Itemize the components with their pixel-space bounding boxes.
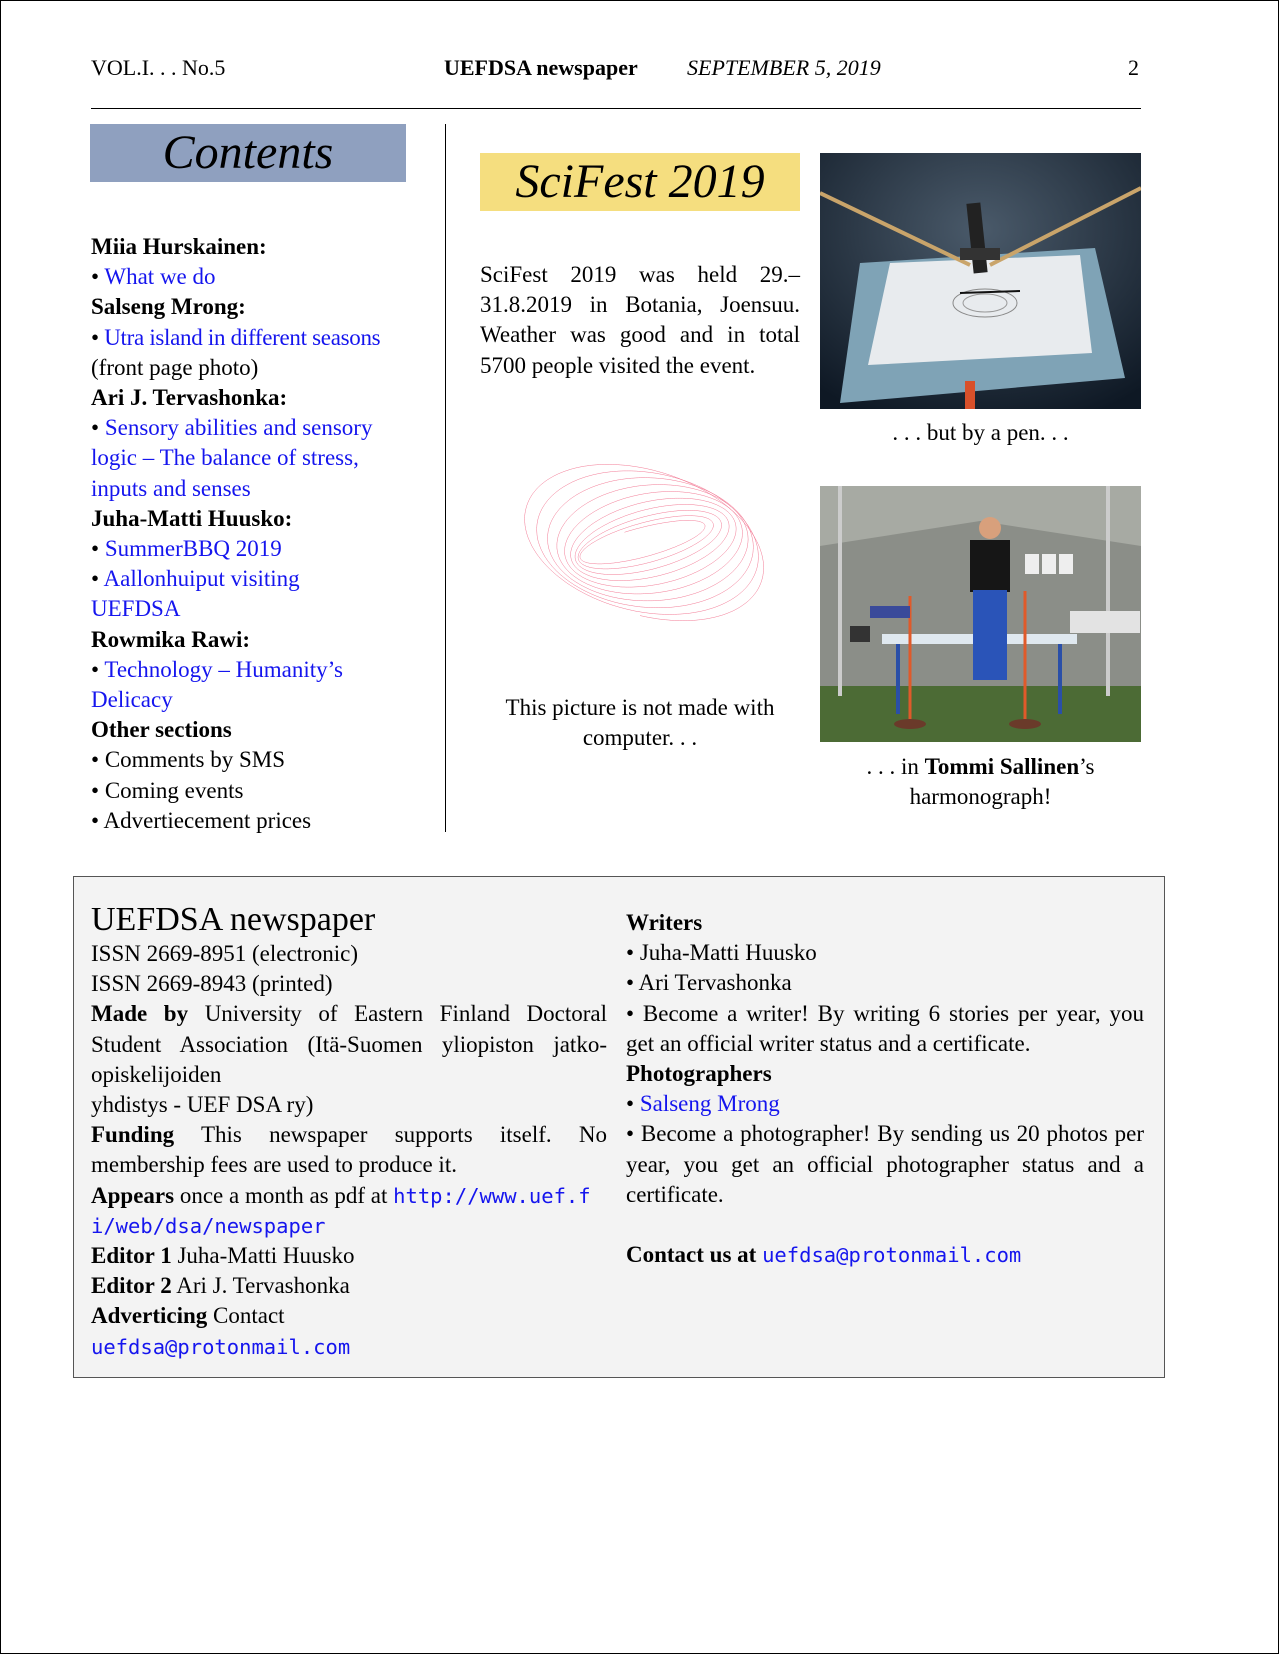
advertising-email-link[interactable]: uefdsa@protonmail.com (91, 1334, 351, 1359)
toc-author: Ari J. Tervashonka: (91, 385, 288, 411)
toc-item[interactable]: • SummerBBQ 2019 (91, 536, 282, 562)
photographers-title: Photographers (626, 1061, 772, 1087)
toc-author: Salseng Mrong: (91, 294, 246, 320)
harmonograph-tent-photo (820, 486, 1141, 742)
scifest-title: SciFest 2019 (480, 153, 800, 211)
contents-title: Contents (90, 124, 406, 182)
toc-item[interactable]: • Utra island in different seasons (91, 324, 381, 350)
toc-item[interactable]: • Sensory abilities and sensory logic – The balance of stress, inputs and senses (91, 415, 373, 501)
editor-2: Editor 2 Ari J. Tervashonka (91, 1273, 350, 1299)
appears: Appears once a month as pdf at http://www.uef.fi/web/dsa/newspaper (91, 1182, 591, 1238)
header-volume: VOL.I. . . No.5 (91, 55, 226, 80)
toc-link[interactable]: Sensory abilities and sensory logic – The balance of stress, inputs and senses (91, 415, 373, 501)
photographers-call: • Become a photographer! By sending us 20 photos per year, you get an official photographer status and a certificate. (626, 1121, 1144, 1207)
header-rule (91, 108, 1141, 109)
toc-author: Juha-Matti Huusko: (91, 505, 293, 531)
masthead-title: UEFDSA newspaper (91, 901, 376, 938)
toc-item[interactable]: • Aallonhuiput visiting UEFDSA (91, 566, 300, 622)
toc-author: Miia Hurskainen: (91, 234, 267, 259)
harmonograph-drawing (490, 421, 790, 661)
header-page-number: 2 (1128, 55, 1139, 80)
funding: Funding This newspaper supports itself. No membership fees are used to produce it. (91, 1122, 607, 1178)
table-of-contents (91, 232, 411, 836)
editor-1: Editor 1 Juha-Matti Huusko (91, 1243, 355, 1269)
toc-link[interactable]: What we do (104, 264, 216, 290)
photographer-link[interactable]: Salseng Mrong (639, 1091, 780, 1117)
toc-link[interactable]: Utra island in different seasons (104, 324, 381, 350)
contact: Contact us at uefdsa@protonmail.com (626, 1242, 1022, 1268)
writer-item: • Ari Tervashonka (626, 970, 792, 996)
toc-note: (front page photo) (91, 354, 259, 380)
toc-link[interactable]: Technology – Humanity’s Delicacy (91, 656, 343, 713)
toc-item[interactable]: • What we do (91, 264, 216, 290)
column-divider (445, 124, 446, 832)
toc-link[interactable]: SummerBBQ 2019 (104, 536, 282, 562)
advertising: Adverticing Contact (91, 1303, 285, 1329)
toc-other-item: • Coming events (91, 777, 244, 803)
photographer-item[interactable]: • Salseng Mrong (626, 1091, 780, 1117)
toc-author: Rowmika Rawi: (91, 626, 251, 652)
masthead-left (91, 901, 607, 1362)
masthead-right (626, 908, 1144, 1270)
scifest-intro: SciFest 2019 was held 29.–31.8.2019 in Botania, Joensuu. Weather was good and in total 5700 people visited the event. (480, 262, 800, 378)
toc-item[interactable]: • Technology – Humanity’s Delicacy (91, 656, 343, 713)
newspaper-url-link[interactable]: http://www.uef.fi/web/dsa/newspaper (91, 1183, 591, 1238)
caption-drawing: This picture is not made with computer. . . (505, 695, 775, 751)
made-by: Made by University of Eastern Finland Doctoral Student Association (Itä-Suomen yliopiston jatko-opiskelijoiden (91, 1001, 608, 1087)
contact-email-link[interactable]: uefdsa@protonmail.com (762, 1243, 1022, 1268)
toc-link[interactable]: Aallonhuiput visiting UEFDSA (91, 566, 300, 622)
writers-title: Writers (626, 910, 703, 935)
caption-harmonograph-name: Tommi Sallinen (924, 754, 1080, 779)
caption-harmonograph: . . . in Tommi Sallinen’s harmonograph! (866, 754, 1095, 810)
writer-item: • Juha-Matti Huusko (626, 940, 817, 966)
harmonograph-pen-photo (820, 153, 1141, 409)
toc-other-item: • Advertiecement prices (91, 807, 312, 833)
drawing-curve (525, 464, 764, 620)
toc-other-item: • Comments by SMS (91, 747, 286, 773)
header-paper-name: UEFDSA newspaper (444, 55, 638, 80)
writers-call: • Become a writer! By writing 6 stories per year, you get an official writer status and a certificate. (626, 1000, 1144, 1056)
issn-electronic: ISSN 2669-8951 (electronic) (91, 941, 358, 966)
header-date: SEPTEMBER 5, 2019 (687, 55, 881, 80)
issn-printed: ISSN 2669-8943 (printed) (91, 971, 333, 997)
caption-pen: . . . but by a pen. . . (892, 420, 1069, 445)
toc-other-title: Other sections (91, 717, 232, 743)
made-by-cont: yhdistys - UEF DSA ry) (91, 1092, 314, 1118)
